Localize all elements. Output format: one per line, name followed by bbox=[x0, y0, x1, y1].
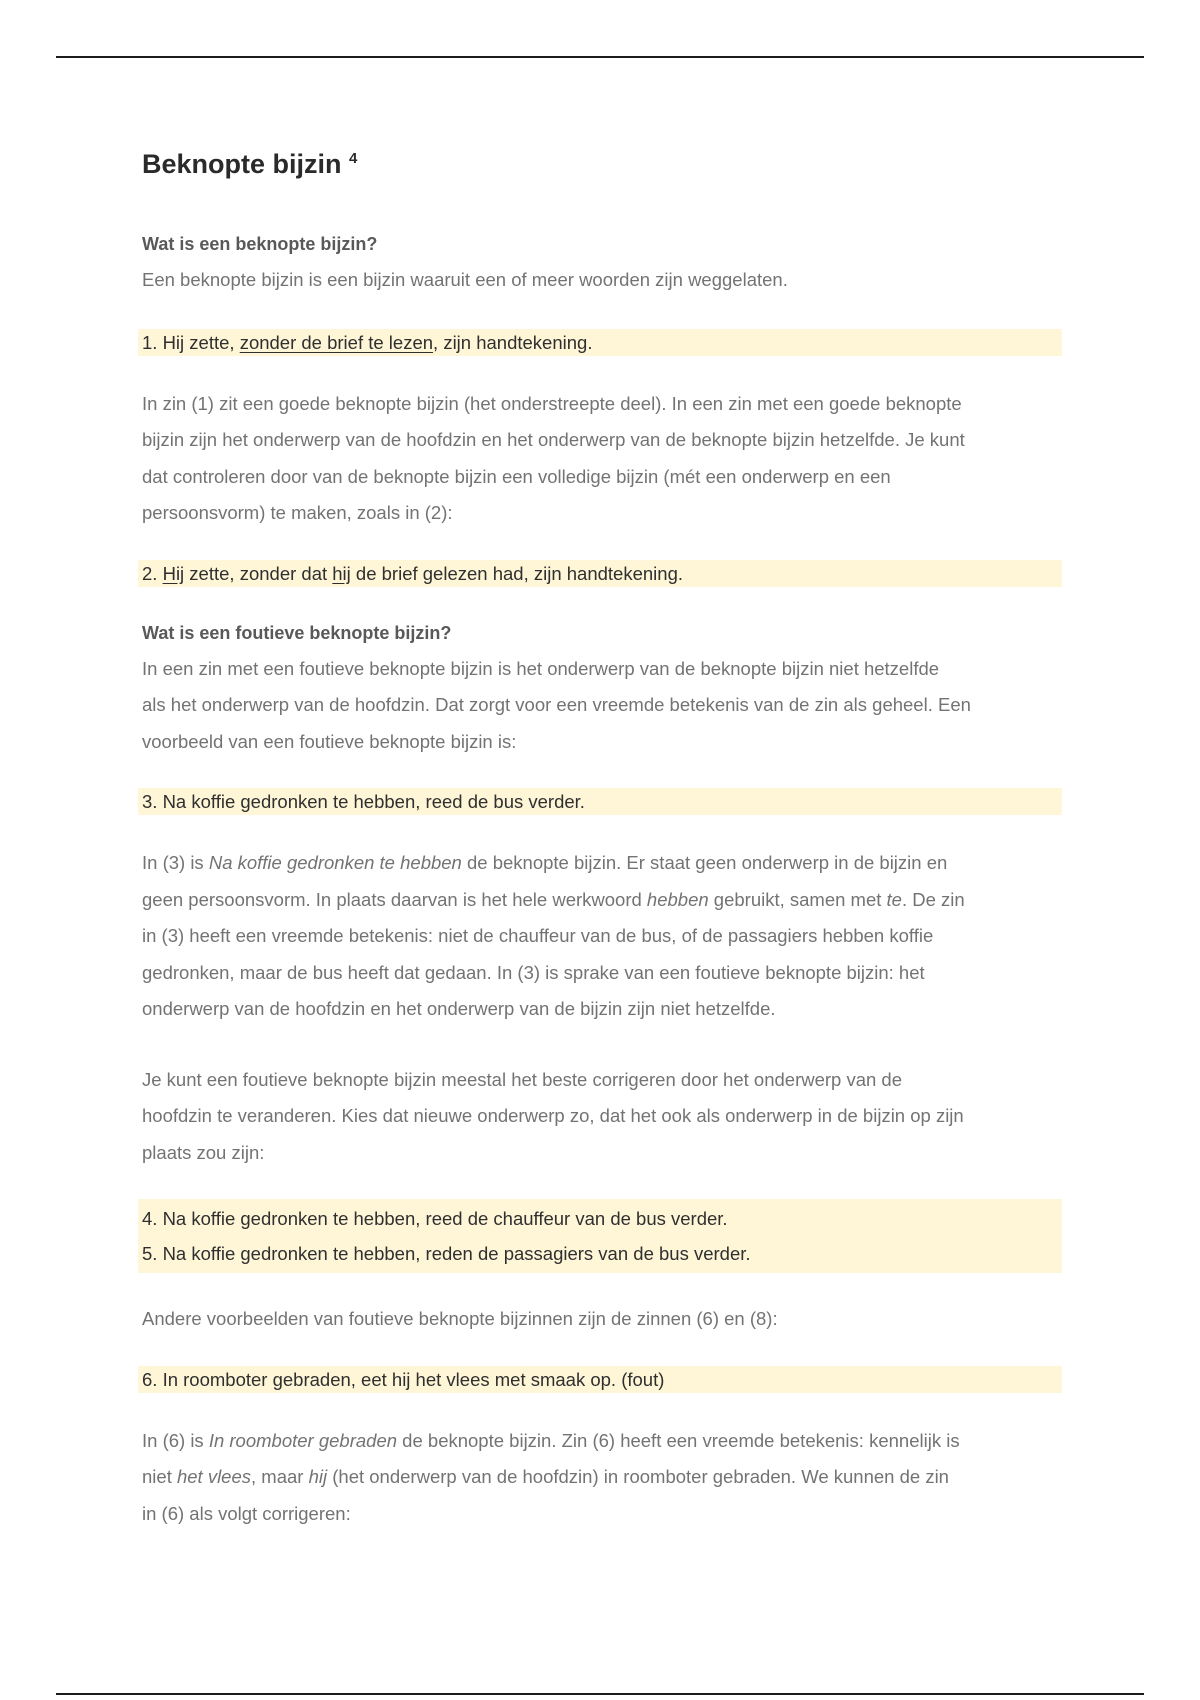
page-title: Beknopte bijzin $^4$ bbox=[142, 149, 358, 179]
underlined-bijzin: zonder de brief te lezen bbox=[239, 331, 434, 353]
footnote-marker: 4 bbox=[349, 150, 358, 167]
example-sentence-3: 3. Na koffie gedronken te hebben, reed de bus verder. bbox=[138, 788, 1062, 815]
document-body bbox=[142, 140, 1062, 1532]
example-sentence-1: 1. Hij zette, zonder de brief te lezen, zijn handtekening. bbox=[138, 329, 1062, 356]
definition-text: Een beknopte bijzin is een bijzin waaruit een of meer woorden zijn weggelaten. bbox=[142, 269, 788, 290]
section-heading-foutieve: Wat is een foutieve beknopte bijzin? bbox=[142, 622, 452, 643]
paragraph-correction: Je kunt een foutieve beknopte bijzin meestal het beste corrigeren door het onderwerp van de hoofdzin te veranderen. Kies dat nieuwe onderwerp zo, dat het ook als onderwerp in de bijzin op zijn plaats zou zijn: bbox=[142, 1068, 964, 1163]
paragraph-other-examples: Andere voorbeelden van foutieve beknopte bijzinnen zijn de zinnen (6) en (8): bbox=[142, 1308, 778, 1329]
example-sentence-4: 4. Na koffie gedronken te hebben, reed de chauffeur van de bus verder. bbox=[142, 1208, 728, 1229]
paragraph-foutieve: In een zin met een foutieve beknopte bijzin is het onderwerp van de beknopte bijzin niet hetzelfde als het onderwerp van de hoofdzin. Dat zorgt voor een vreemde betekenis van de zin als geheel. Een voorbeeld van een foutieve beknopte bijzin is: bbox=[142, 657, 971, 752]
paragraph-explanation-3: In (3) is Na koffie gedronken te hebben de beknopte bijzin. Er staat geen onderwerp in de bijzin en geen persoonsvorm. In plaats daarvan is het hele werkwoord hebben gebruikt, samen met te. De zin in (3) heeft een vreemde betekenis: niet de chauffeur van de bus, of de passagiers hebben koffie gedronken, maar de bus heeft dat gedaan. In (3) is sprake van een foutieve beknopte bijzin: het onderwerp van de hoofdzin en het onderwerp van de bijzin zijn niet hetzelfde. bbox=[142, 852, 965, 1019]
paragraph-explanation-6: In (6) is In roomboter gebraden de beknopte bijzin. Zin (6) heeft een vreemde betekenis: kennelijk is niet het vlees, maar hij (het onderwerp van de hoofdzin) in roomboter gebraden. We kunnen de zin in (6) als volgt corrigeren: bbox=[142, 1429, 960, 1524]
example-sentence-2: 2. Hij zette, zonder dat hij de brief gelezen had, zijn handtekening. bbox=[138, 560, 1062, 587]
example-sentence-5: 5. Na koffie gedronken te hebben, reden de passagiers van de bus verder. bbox=[142, 1243, 751, 1264]
bottom-rule bbox=[56, 1693, 1144, 1695]
paragraph-explanation-1: In zin (1) zit een goede beknopte bijzin (het onderstreepte deel). In een zin met een goede beknopte bijzin zijn het onderwerp van de hoofdzin en het onderwerp van de beknopte bijzin hetzelfde. Je kunt dat controleren door van de beknopte bijzin een volledige bijzin (mét een onderwerp en een persoonsvorm) te maken, zoals in (2): bbox=[142, 392, 965, 523]
example-sentences-4-5 bbox=[138, 1199, 1062, 1273]
example-sentence-6: 6. In roomboter gebraden, eet hij het vlees met smaak op. (fout) bbox=[138, 1366, 1062, 1393]
section-heading-what-is: Wat is een beknopte bijzin? bbox=[142, 234, 378, 254]
top-rule bbox=[56, 56, 1144, 58]
